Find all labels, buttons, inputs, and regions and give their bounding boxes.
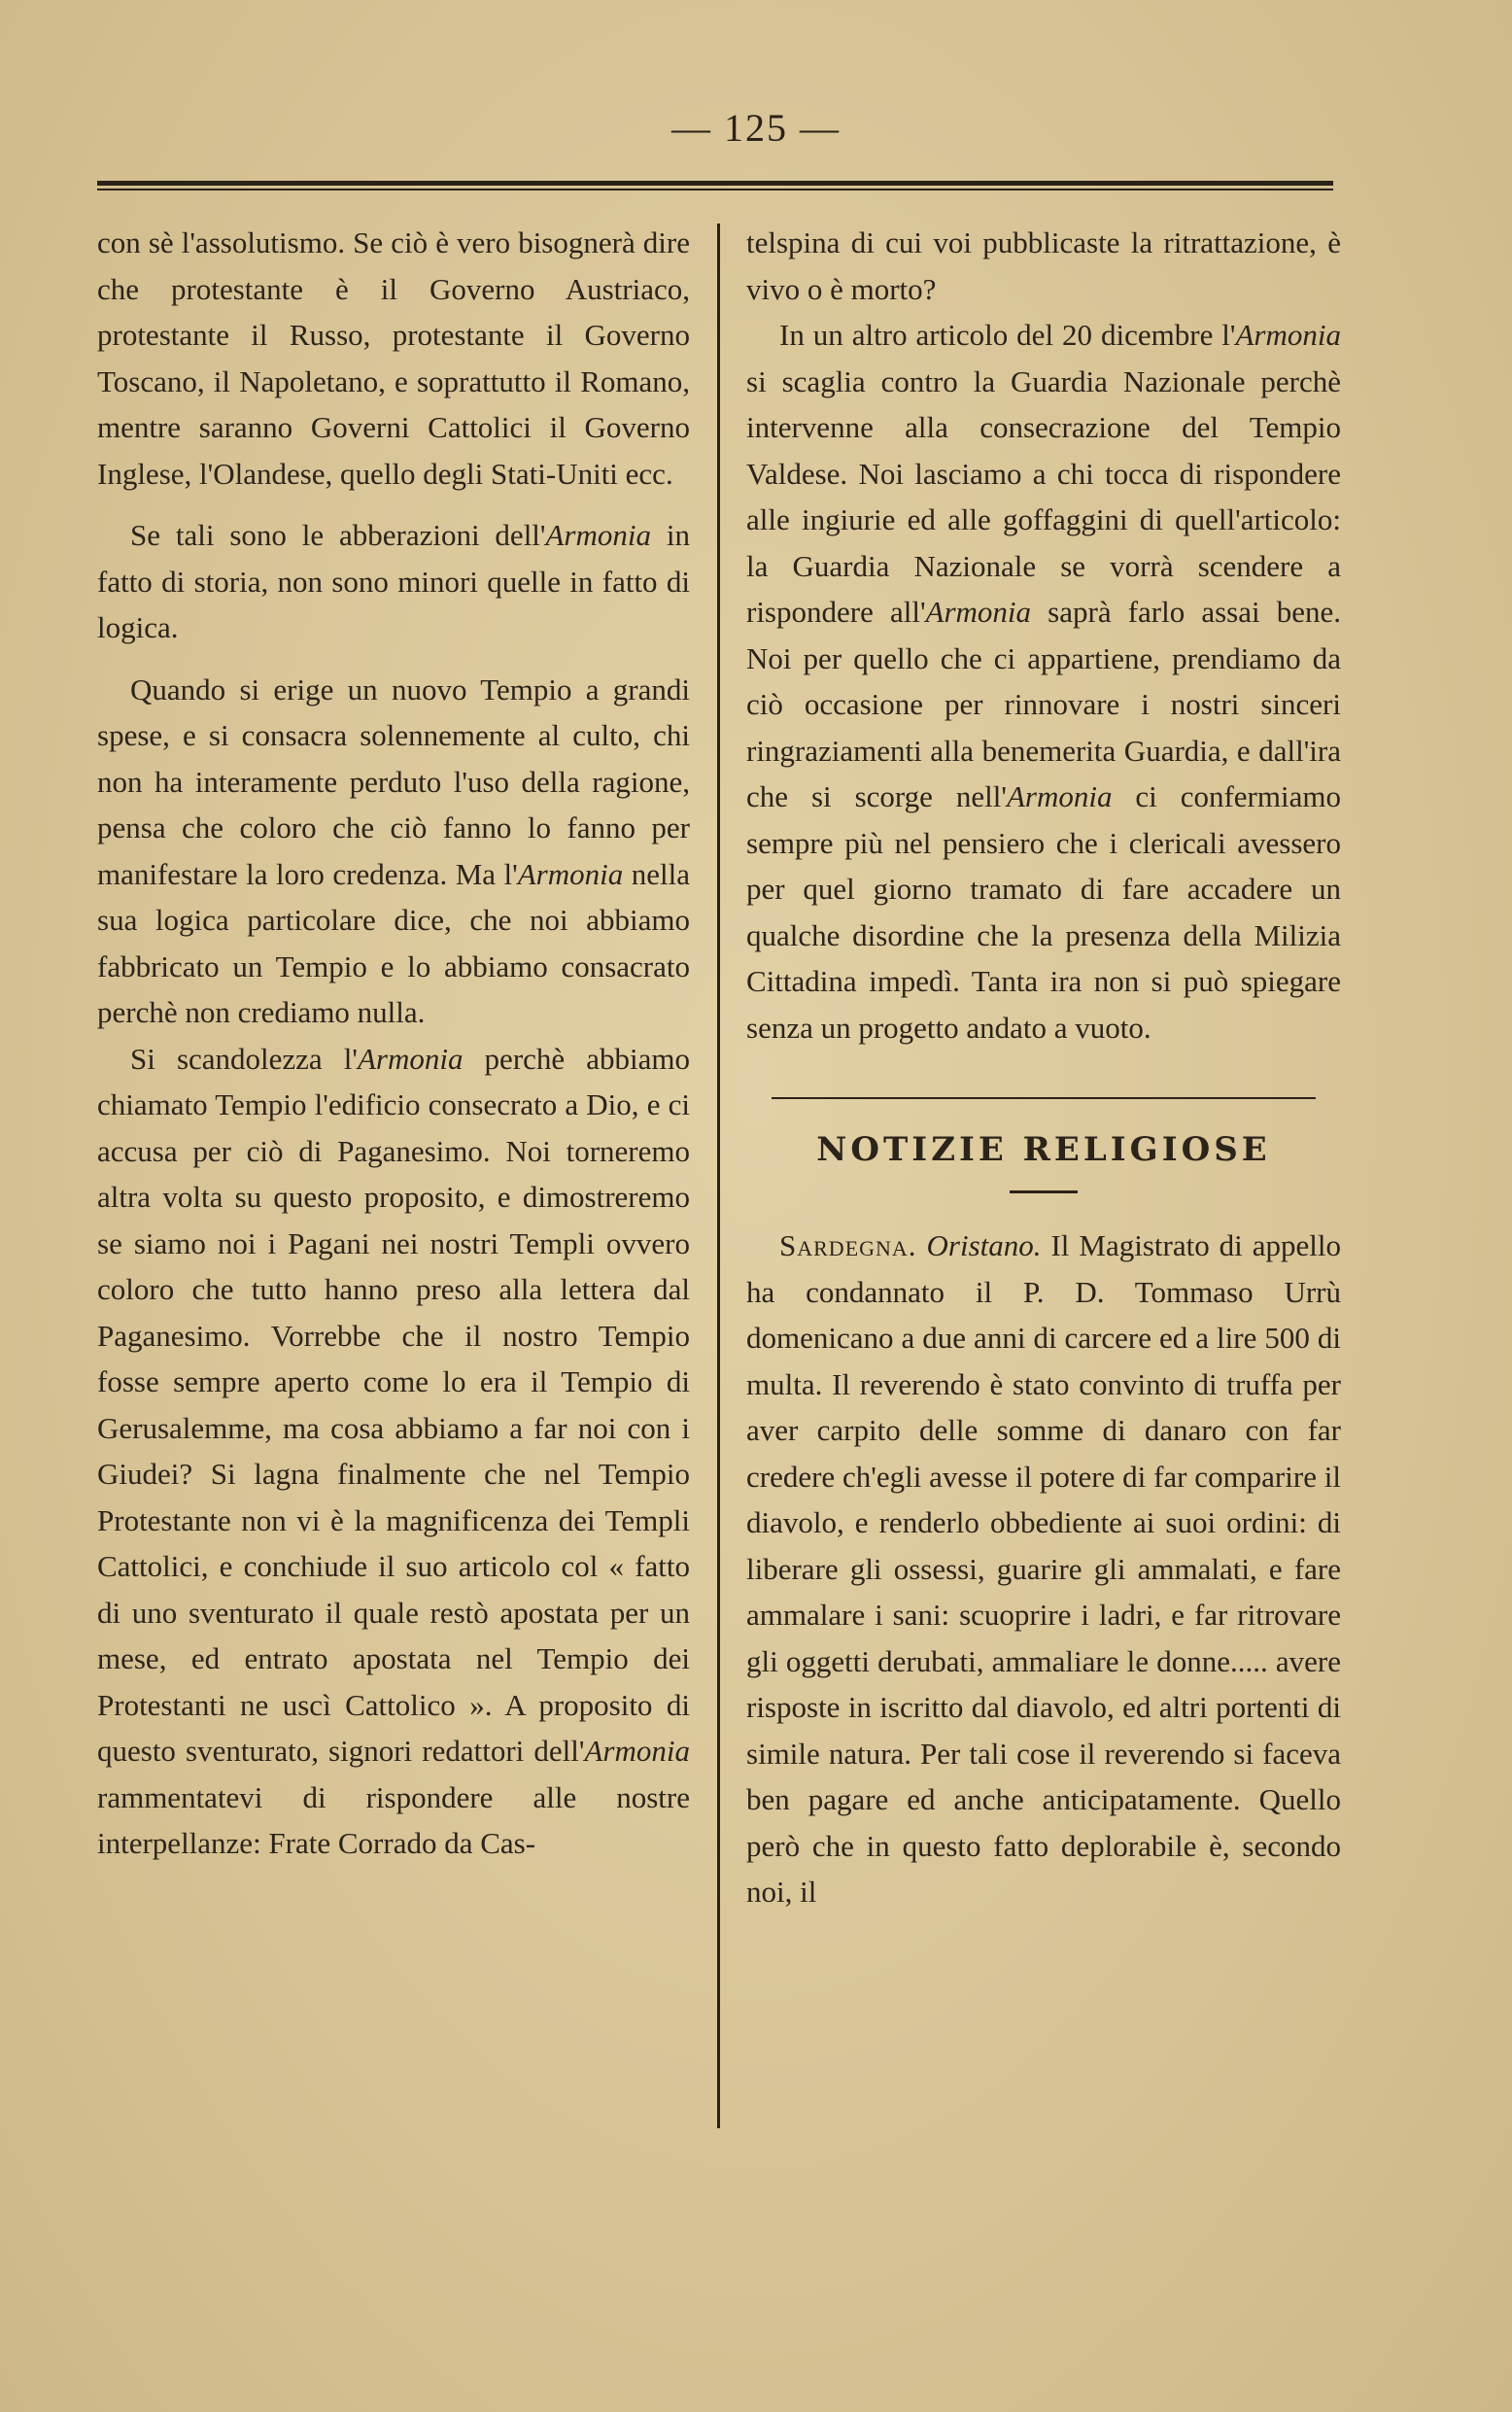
paragraph — [746, 1223, 1341, 1915]
paragraph — [746, 312, 1341, 1051]
paragraph-text: Il Magistrato di appello ha condannato il P. D. Tommaso Urrù domenicano a due anni di carcere ed a lire 500 di multa. Il reverendo è stato convinto di truffa per aver carpito delle somme di danaro con far credere ch'egli avesse il potere di far comparire il diavolo, e renderlo obbediente ai suoi ordini: di liberare gli ossessi, guarire gli ammalati, e fare ammalare i sani: scuoprire i ladri, e far ritrovare gli oggetti derubati, ammaliare le donne..... avere risposte in iscritto dal diavolo, ed altri portenti di simile natura. Per tali cose il reverendo si faceva ben pagare ed anche anticipatamente. Quello però che in questo fatto deplorabile è, secondo noi, il — [746, 1228, 1341, 1909]
italic-title: Armonia — [584, 1734, 690, 1768]
paragraph-text: Quando si erige un nuovo Tempio a grandi spese, e si consacra solennemente al culto, chi non ha interamente perduto l'uso della ragione, pensa che coloro che ciò fanno lo fanno per manifestare la loro credenza. Ma l' — [97, 672, 690, 891]
page-number: — 125 — — [671, 106, 841, 150]
paragraph — [97, 667, 690, 1036]
top-rule — [97, 181, 1333, 190]
paragraph-text: si scaglia contro la Guardia Nazionale perchè intervenne alla consecrazione del Tempio Valdese. Noi lasciamo a chi tocca di rispondere alle ingiurie ed alle goffaggini di quell'articolo: la Guardia Nazionale se vorrà scendere a rispondere all' — [746, 363, 1341, 629]
paragraph-text: saprà farlo assai bene. Noi per quello che ci appartiene, prendiamo da ciò occasione per rinnovare i nostri sinceri ringraziamenti alla benemerita Guardia, e dall'ira che si scorge nell' — [746, 595, 1341, 813]
paragraph-text: Se tali sono le abberazioni dell' — [130, 518, 546, 552]
italic-title: Armonia — [517, 856, 624, 891]
heading-underline — [1010, 1190, 1078, 1193]
italic-title: Armonia — [545, 518, 651, 552]
italic-title: Armonia — [1006, 779, 1113, 813]
place-name: Sardegna. — [779, 1228, 917, 1262]
italic-title: Armonia — [357, 1041, 464, 1076]
section-heading: NOTIZIE RELIGIOSE — [816, 1130, 1271, 1169]
section-separator — [772, 1097, 1316, 1099]
column-divider — [717, 224, 720, 2128]
paragraph-text: ci confermiamo sempre più nel pensiero che i clericali avessero per quel giorno tramato di fare accadere un qualche disordine che la presenza della Milizia Cittadina impedì. Tanta ira non si può spiegare senza un progetto andato a vuoto. — [746, 779, 1341, 1045]
paragraph — [746, 220, 1341, 312]
italic-title: Armonia — [1235, 318, 1341, 352]
paragraph — [97, 220, 690, 497]
paragraph-text: In un altro articolo del 20 dicembre l' — [779, 318, 1236, 352]
paragraph — [97, 512, 690, 651]
paragraph-text: perchè abbiamo chiamato Tempio l'edificio consecrato a Dio, e ci accusa per ciò di Paganesimo. Noi torneremo altra volta su questo proposito, e dimostreremo se siamo noi i Pagani nei nostri Templi ovvero coloro che tutto hanno preso alla lettera dal Paganesimo. Vorrebbe che il nostro Tempio fosse sempre aperto come lo era il Tempio di Gerusalemme, ma cosa abbiamo a far noi con i Giudei? Si lagna finalmente che nel Tempio Protestante non vi è la magnificenza dei Templi Cattolici, e conchiude il suo articolo col « fatto di uno sventurato il quale restò apostata per un mese, ed entrato apostata nel Tempio dei Protestanti ne uscì Cattolico ». A proposito di questo sventurato, signori redattori dell' — [97, 1041, 690, 1768]
paragraph-text: telspina di cui voi pubblicaste la ritrattazione, è vivo o è morto? — [746, 225, 1341, 306]
paragraph-text: con sè l'assolutismo. Se ciò è vero bisognerà dire che protestante è il Governo Austriaco, protestante il Russo, protestante il Governo Toscano, il Napoletano, e soprattutto il Romano, mentre saranno Governi Cattolici il Governo Inglese, l'Olandese, quello degli Stati-Uniti ecc. — [97, 225, 690, 491]
paragraph-text: Si scandolezza l' — [130, 1041, 358, 1076]
right-column — [746, 220, 1341, 1915]
italic-place: Oristano. — [926, 1228, 1042, 1262]
italic-title: Armonia — [925, 595, 1032, 629]
paragraph-text: nella sua logica particolare dice, che noi abbiamo fabbricato un Tempio e lo abbiamo consacrato perchè non crediamo nulla. — [97, 856, 690, 1029]
paragraph-text: rammentatevi di rispondere alle nostre interpellanze: Frate Corrado da Cas- — [97, 1779, 690, 1860]
left-column — [97, 220, 690, 1867]
paragraph — [97, 1036, 690, 1867]
paragraph-text: in fatto di storia, non sono minori quelle in fatto di logica. — [97, 518, 690, 644]
